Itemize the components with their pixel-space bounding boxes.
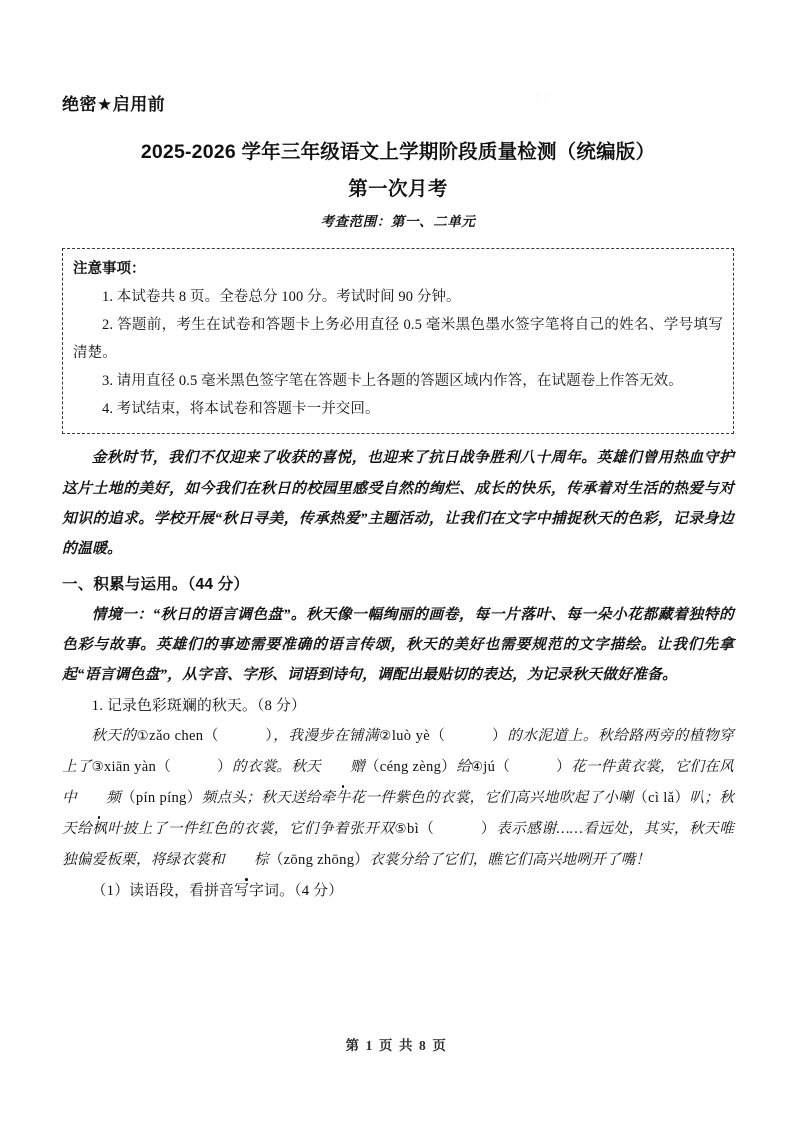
blank-marker-2: ② (379, 729, 392, 745)
answer-blank-3[interactable]: （ ） (156, 759, 232, 776)
lead-paragraph: 金秋时节，我们不仅迎来了收获的喜悦，也迎来了抗日战争胜利八十周年。英雄们曾用热血守护这片土地的美好，如今我们在秋日的校园里感受自然的绚烂、成长的快乐，传承着对生活的热爱与对知识的追求。学校开展“秋日寻美，传承热爱”主题活动，让我们在文字中捕捉秋天的色彩，记录身边的温暖。 (62, 450, 734, 558)
page-title: 2025-2026 学年三年级语文上学期阶段质量检测（统编版） (140, 140, 656, 163)
notice-item: 2. 答题前，考生在试卷和答题卡上务必用直径 0.5 毫米黑色墨水签字笔将自己的姓名、学号填写清楚。 (73, 317, 723, 361)
confidential-label: 绝密★启用前 (62, 95, 166, 114)
faint-watermark: ⋮⋮ (533, 94, 550, 103)
pinyin-2: luò yè (391, 728, 431, 745)
exam-subtitle: 第一次月考 (348, 177, 448, 200)
answer-blank-5[interactable]: （ ） (418, 820, 497, 837)
passage-segment: 的衣裳。秋天 (232, 759, 321, 776)
pinyin-choice-pin[interactable]: （pín píng） (120, 789, 202, 806)
passage-segment: 花一件黄衣裳，它们在风中 (62, 759, 734, 806)
passage-segment: 的水泥道上。秋给路两旁的植物穿上了 (62, 728, 734, 776)
pinyin-4: jú (483, 759, 496, 776)
sub-question-1-1: （1）读语段，看拼音写字词。（4 分） (91, 882, 344, 899)
passage-segment: 表示感谢……看远处，其实，秋天唯独偏爱板栗，将绿衣裳和 (62, 820, 734, 868)
answer-blank-1[interactable]: （ ） (203, 728, 274, 745)
answer-blank-4[interactable]: （ ） (495, 759, 572, 776)
page-content (62, 92, 734, 906)
question-1-label: 1. 记录色彩斑斓的秋天。（8 分） (91, 697, 307, 714)
dotted-char-zong: 棕 (225, 845, 269, 876)
scenario-one-paragraph: 情境一：“秋日的语言调色盘”。秋天像一幅绚丽的画卷，每一片落叶、每一朵小花都藏着独特的色彩与故事。英雄们的事迹需要准确的语言传颂，秋天的美好也需要规范的文字描绘。让我们先拿起“语言调色盘”，从字音、字形、词语到诗句，调配出最贴切的表达，为记录秋天做好准备。 (62, 606, 734, 684)
notice-title: 注意事项： (73, 260, 146, 277)
dotted-char-zeng: 赠 (321, 752, 365, 783)
answer-blank-2[interactable]: （ ） (430, 728, 508, 745)
pinyin-choice-la[interactable]: （cì lǎ） (633, 789, 690, 806)
pinyin-1: zǎo chen (149, 728, 204, 745)
pinyin-5: bì (407, 820, 419, 837)
blank-marker-1: ① (136, 729, 150, 745)
notice-item: 4. 考试结束，将本试卷和答题卡一并交回。 (102, 400, 380, 417)
notice-item: 3. 请用直径 0.5 毫米黑色签字笔在答题卡上各题的答题区域内作答，在试题卷上作答无效。 (102, 372, 683, 389)
notice-item: 1. 本试卷共 8 页。全卷总分 100 分。考试时间 90 分钟。 (102, 289, 461, 306)
dotted-char-pin: 频 (77, 783, 121, 814)
exam-scope: 考查范围：第一、二单元 (320, 213, 476, 229)
pinyin-passage (62, 721, 734, 876)
blank-marker-3: ③ (91, 760, 104, 776)
notice-box (62, 248, 734, 435)
blank-marker-4: ④ (471, 760, 484, 776)
section-heading-one: 一、积累与运用。（44 分） (62, 575, 250, 593)
passage-segment: ，我漫步在铺满 (273, 728, 380, 745)
passage-segment: 频点头；秋天送给牵牛花一件紫色的衣裳，它们高兴地吹起了小喇 (201, 789, 634, 806)
pinyin-choice-zong[interactable]: （zōng zhōng） (268, 851, 370, 868)
passage-segment: 给 (456, 759, 471, 776)
passage-segment: 衣裳分给了它们，瞧它们高兴地咧开了嘴！ (369, 851, 651, 868)
blank-marker-5: ⑤ (394, 821, 408, 837)
page-footer: 第 1 页 共 8 页 (345, 1038, 448, 1053)
pinyin-3: xiān yàn (103, 759, 157, 776)
pinyin-choice-zeng[interactable]: （céng zèng） (364, 759, 457, 776)
passage-segment: 秋天的 (91, 728, 137, 745)
passage-segment: 叭；秋天给枫叶披上了一件红色的衣裳，它们争着张开双 (62, 789, 734, 837)
